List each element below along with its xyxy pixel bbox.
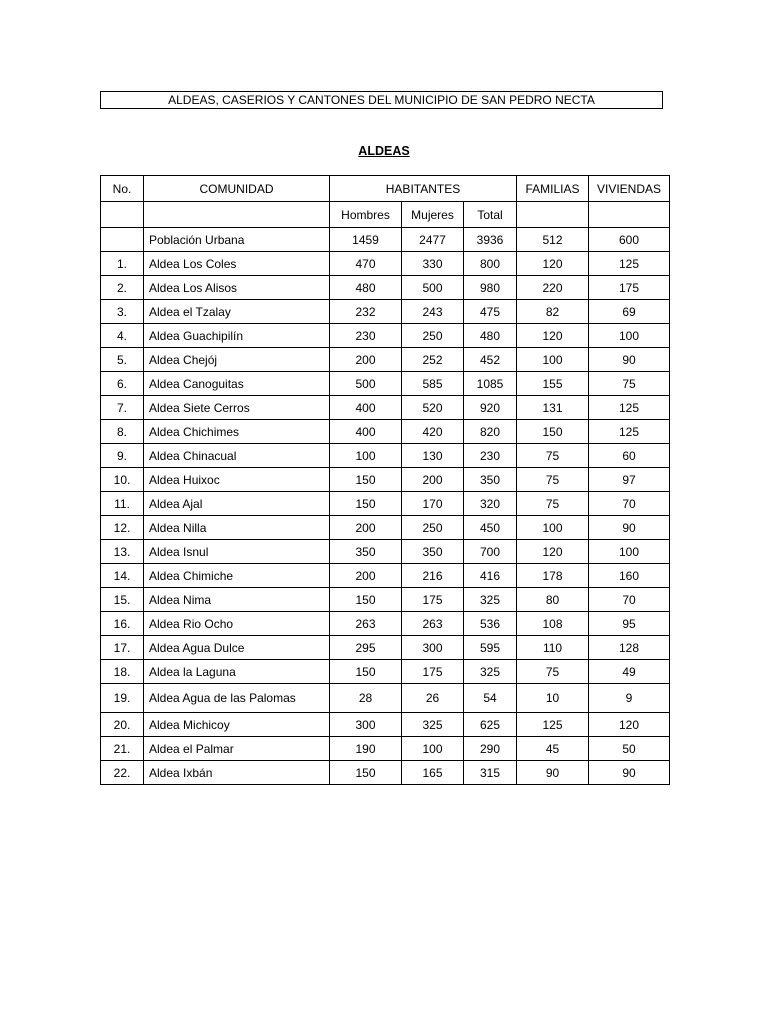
cell-mujeres: 420 [402, 420, 464, 444]
cell-comunidad: Aldea el Tzalay [144, 300, 330, 324]
table-row [101, 324, 670, 348]
cell-mujeres: 350 [402, 540, 464, 564]
cell-total: 536 [464, 612, 517, 636]
table-row [101, 372, 670, 396]
table-row [101, 252, 670, 276]
cell-comunidad: Aldea Chimiche [144, 564, 330, 588]
cell-hombres: 263 [330, 612, 402, 636]
header-mujeres: Mujeres [402, 202, 464, 228]
cell-comunidad: Aldea Michicoy [144, 713, 330, 737]
cell-total: 416 [464, 564, 517, 588]
cell-hombres: 470 [330, 252, 402, 276]
cell-hombres: 150 [330, 761, 402, 785]
cell-mujeres: 130 [402, 444, 464, 468]
table-row [101, 713, 670, 737]
cell-viviendas: 128 [589, 636, 670, 660]
cell-total: 230 [464, 444, 517, 468]
cell-familias: 90 [517, 761, 589, 785]
cell-familias: 75 [517, 444, 589, 468]
cell-hombres: 200 [330, 516, 402, 540]
cell-familias: 75 [517, 468, 589, 492]
header-habitantes: HABITANTES [330, 176, 517, 202]
cell-hombres: 28 [330, 684, 402, 713]
cell-mujeres: 250 [402, 516, 464, 540]
cell-hombres: 232 [330, 300, 402, 324]
cell-no: 22. [101, 761, 144, 785]
header-no: No. [101, 176, 144, 202]
section-heading: ALDEAS [358, 144, 410, 158]
cell-total: 1085 [464, 372, 517, 396]
cell-hombres: 300 [330, 713, 402, 737]
cell-total: 315 [464, 761, 517, 785]
cell-familias: 110 [517, 636, 589, 660]
cell-total: 920 [464, 396, 517, 420]
table-row [101, 737, 670, 761]
cell-hombres: 400 [330, 420, 402, 444]
cell-mujeres: 2477 [402, 228, 464, 252]
cell-familias: 82 [517, 300, 589, 324]
cell-comunidad: Aldea Agua de las Palomas [144, 684, 330, 713]
cell-total: 625 [464, 713, 517, 737]
cell-familias: 120 [517, 324, 589, 348]
cell-comunidad: Población Urbana [144, 228, 330, 252]
cell-hombres: 500 [330, 372, 402, 396]
cell-comunidad: Aldea Chinacual [144, 444, 330, 468]
cell-viviendas: 60 [589, 444, 670, 468]
cell-total: 800 [464, 252, 517, 276]
cell-mujeres: 520 [402, 396, 464, 420]
cell-viviendas: 90 [589, 516, 670, 540]
cell-no: 16. [101, 612, 144, 636]
cell-comunidad: Aldea Nima [144, 588, 330, 612]
table-row [101, 684, 670, 713]
cell-mujeres: 175 [402, 588, 464, 612]
cell-total: 325 [464, 588, 517, 612]
cell-no: 20. [101, 713, 144, 737]
cell-viviendas: 69 [589, 300, 670, 324]
cell-viviendas: 125 [589, 420, 670, 444]
cell-familias: 100 [517, 516, 589, 540]
cell-total: 475 [464, 300, 517, 324]
cell-total: 480 [464, 324, 517, 348]
cell-mujeres: 263 [402, 612, 464, 636]
table-row [101, 420, 670, 444]
table-row [101, 348, 670, 372]
cell-comunidad: Aldea Ajal [144, 492, 330, 516]
cell-viviendas: 50 [589, 737, 670, 761]
cell-total: 452 [464, 348, 517, 372]
cell-no: 8. [101, 420, 144, 444]
subheader-blank [589, 202, 670, 228]
cell-familias: 10 [517, 684, 589, 713]
table-row [101, 396, 670, 420]
cell-total: 54 [464, 684, 517, 713]
cell-viviendas: 160 [589, 564, 670, 588]
cell-viviendas: 90 [589, 761, 670, 785]
table-row [101, 588, 670, 612]
cell-comunidad: Aldea Ixbán [144, 761, 330, 785]
cell-mujeres: 500 [402, 276, 464, 300]
cell-no: 10. [101, 468, 144, 492]
cell-viviendas: 125 [589, 396, 670, 420]
document-title: ALDEAS, CASERIOS Y CANTONES DEL MUNICIPIO DE SAN PEDRO NECTA [100, 91, 663, 109]
cell-viviendas: 9 [589, 684, 670, 713]
header-total: Total [464, 202, 517, 228]
subheader-blank [517, 202, 589, 228]
aldeas-table [100, 175, 670, 785]
table-row [101, 228, 670, 252]
cell-comunidad: Aldea el Palmar [144, 737, 330, 761]
cell-viviendas: 95 [589, 612, 670, 636]
cell-mujeres: 165 [402, 761, 464, 785]
cell-comunidad: Aldea Huixoc [144, 468, 330, 492]
cell-comunidad: Aldea Canoguitas [144, 372, 330, 396]
cell-total: 450 [464, 516, 517, 540]
cell-mujeres: 585 [402, 372, 464, 396]
cell-hombres: 400 [330, 396, 402, 420]
cell-no: 6. [101, 372, 144, 396]
cell-no: 13. [101, 540, 144, 564]
cell-hombres: 150 [330, 588, 402, 612]
cell-comunidad: Aldea Nilla [144, 516, 330, 540]
cell-familias: 120 [517, 540, 589, 564]
cell-no: 19. [101, 684, 144, 713]
cell-total: 700 [464, 540, 517, 564]
cell-no: 9. [101, 444, 144, 468]
cell-mujeres: 300 [402, 636, 464, 660]
cell-hombres: 1459 [330, 228, 402, 252]
cell-familias: 100 [517, 348, 589, 372]
cell-viviendas: 100 [589, 324, 670, 348]
cell-viviendas: 100 [589, 540, 670, 564]
cell-hombres: 230 [330, 324, 402, 348]
header-comunidad: COMUNIDAD [144, 176, 330, 202]
table-row [101, 636, 670, 660]
cell-no: 4. [101, 324, 144, 348]
cell-familias: 178 [517, 564, 589, 588]
cell-viviendas: 75 [589, 372, 670, 396]
cell-no: 1. [101, 252, 144, 276]
cell-no: 17. [101, 636, 144, 660]
cell-hombres: 200 [330, 348, 402, 372]
cell-no [101, 228, 144, 252]
cell-familias: 220 [517, 276, 589, 300]
cell-comunidad: Aldea la Laguna [144, 660, 330, 684]
cell-comunidad: Aldea Isnul [144, 540, 330, 564]
table-row [101, 761, 670, 785]
cell-comunidad: Aldea Los Alisos [144, 276, 330, 300]
cell-viviendas: 600 [589, 228, 670, 252]
cell-hombres: 150 [330, 660, 402, 684]
cell-hombres: 150 [330, 468, 402, 492]
subheader-blank [101, 202, 144, 228]
cell-mujeres: 170 [402, 492, 464, 516]
cell-comunidad: Aldea Chejój [144, 348, 330, 372]
cell-no: 7. [101, 396, 144, 420]
cell-familias: 150 [517, 420, 589, 444]
cell-no: 21. [101, 737, 144, 761]
cell-mujeres: 216 [402, 564, 464, 588]
table-row [101, 540, 670, 564]
cell-mujeres: 250 [402, 324, 464, 348]
cell-viviendas: 120 [589, 713, 670, 737]
table-row [101, 444, 670, 468]
cell-viviendas: 90 [589, 348, 670, 372]
cell-hombres: 350 [330, 540, 402, 564]
cell-viviendas: 70 [589, 588, 670, 612]
cell-familias: 80 [517, 588, 589, 612]
cell-familias: 512 [517, 228, 589, 252]
header-hombres: Hombres [330, 202, 402, 228]
cell-comunidad: Aldea Rio Ocho [144, 612, 330, 636]
cell-comunidad: Aldea Siete Cerros [144, 396, 330, 420]
cell-mujeres: 252 [402, 348, 464, 372]
cell-hombres: 295 [330, 636, 402, 660]
cell-no: 15. [101, 588, 144, 612]
cell-total: 820 [464, 420, 517, 444]
cell-hombres: 100 [330, 444, 402, 468]
cell-viviendas: 70 [589, 492, 670, 516]
table-row [101, 276, 670, 300]
cell-total: 320 [464, 492, 517, 516]
cell-familias: 120 [517, 252, 589, 276]
cell-comunidad: Aldea Agua Dulce [144, 636, 330, 660]
cell-no: 11. [101, 492, 144, 516]
cell-total: 325 [464, 660, 517, 684]
subheader-blank [144, 202, 330, 228]
cell-total: 350 [464, 468, 517, 492]
cell-mujeres: 175 [402, 660, 464, 684]
table-row [101, 516, 670, 540]
table-row [101, 564, 670, 588]
header-viviendas: VIVIENDAS [589, 176, 670, 202]
cell-familias: 155 [517, 372, 589, 396]
cell-viviendas: 97 [589, 468, 670, 492]
cell-viviendas: 175 [589, 276, 670, 300]
table-row [101, 300, 670, 324]
cell-total: 290 [464, 737, 517, 761]
cell-familias: 125 [517, 713, 589, 737]
cell-no: 5. [101, 348, 144, 372]
cell-total: 980 [464, 276, 517, 300]
cell-no: 14. [101, 564, 144, 588]
cell-comunidad: Aldea Guachipilín [144, 324, 330, 348]
table-row [101, 468, 670, 492]
header-row [101, 176, 670, 202]
cell-viviendas: 125 [589, 252, 670, 276]
cell-familias: 75 [517, 660, 589, 684]
header-familias: FAMILIAS [517, 176, 589, 202]
table-row [101, 612, 670, 636]
cell-familias: 75 [517, 492, 589, 516]
table-row [101, 660, 670, 684]
cell-viviendas: 49 [589, 660, 670, 684]
cell-comunidad: Aldea Chichimes [144, 420, 330, 444]
cell-familias: 108 [517, 612, 589, 636]
cell-no: 3. [101, 300, 144, 324]
cell-total: 595 [464, 636, 517, 660]
cell-no: 2. [101, 276, 144, 300]
cell-comunidad: Aldea Los Coles [144, 252, 330, 276]
cell-total: 3936 [464, 228, 517, 252]
cell-hombres: 480 [330, 276, 402, 300]
subheader-row [101, 202, 670, 228]
cell-mujeres: 200 [402, 468, 464, 492]
cell-mujeres: 330 [402, 252, 464, 276]
cell-hombres: 150 [330, 492, 402, 516]
cell-mujeres: 243 [402, 300, 464, 324]
cell-mujeres: 100 [402, 737, 464, 761]
cell-mujeres: 325 [402, 713, 464, 737]
cell-hombres: 190 [330, 737, 402, 761]
cell-no: 12. [101, 516, 144, 540]
cell-mujeres: 26 [402, 684, 464, 713]
table-row [101, 492, 670, 516]
cell-familias: 45 [517, 737, 589, 761]
cell-no: 18. [101, 660, 144, 684]
cell-familias: 131 [517, 396, 589, 420]
cell-hombres: 200 [330, 564, 402, 588]
